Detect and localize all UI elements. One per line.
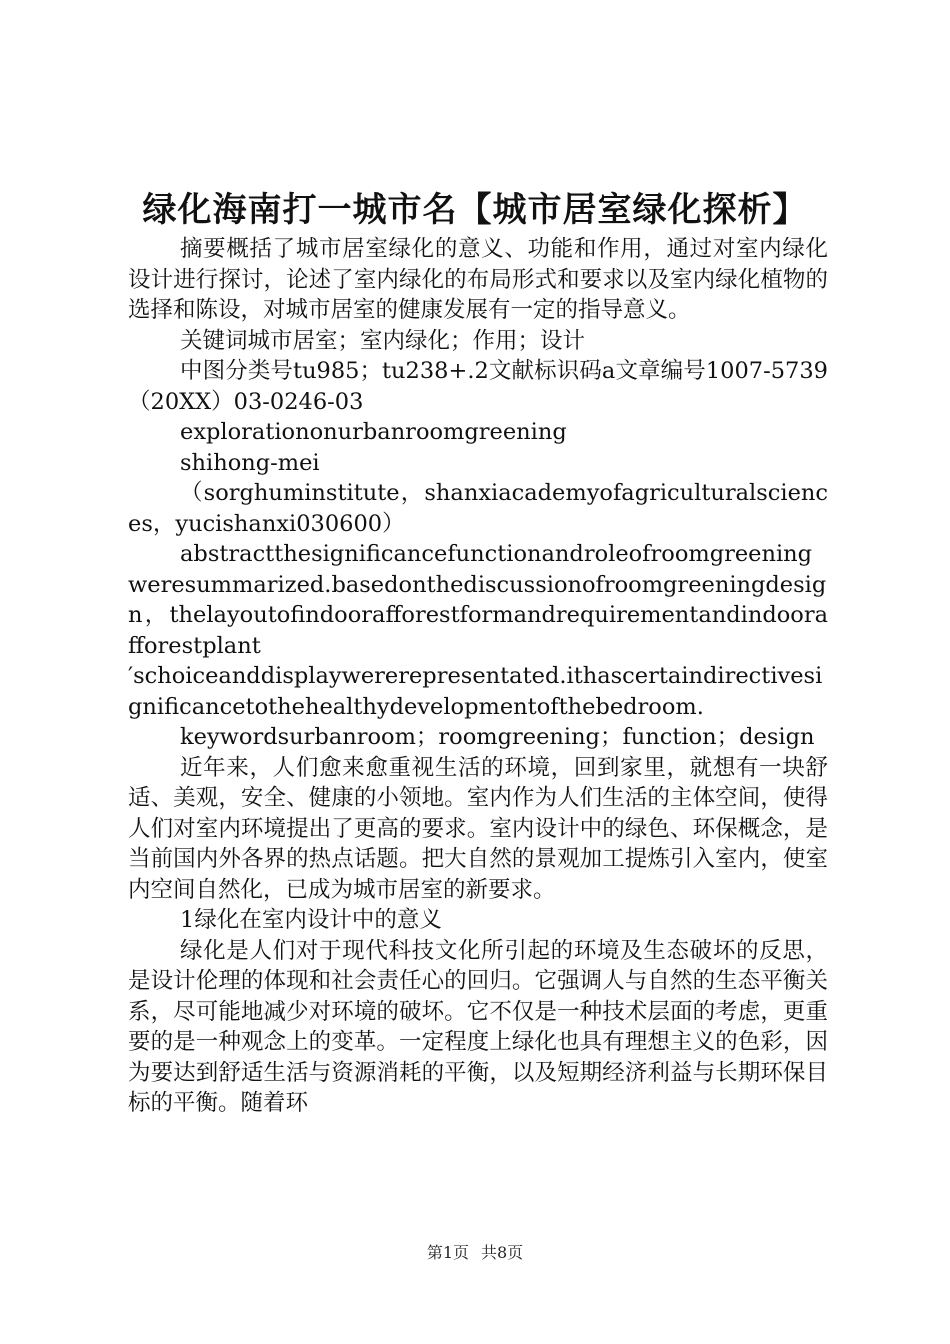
page-footer — [0, 1242, 950, 1264]
total-pages: 共8页 — [481, 1243, 524, 1262]
page-number: 第1页 — [426, 1243, 469, 1262]
english-abstract-continuation: ′schoiceanddisplaywererepresentated.ithascertaindirectivesignificancetothehealthydevelopmentofthebedroom. — [128, 663, 823, 720]
classification-paragraph: 中图分类号tu985；tu238+.2文献标识码a文章编号1007-5739（20XX）03-0246-03 — [128, 358, 828, 415]
introduction-paragraph: 近年来，人们愈来愈重视生活的环境，回到家里，就想有一块舒适、美观，安全、健康的小领地。室内作为人们生活的主体空间，使得人们对室内环境提出了更高的要求。室内设计中的绿色、环保概念，是当前国内外各界的热点话题。把大自然的景观加工提炼引入室内，使室内空间自然化，已成为城市居室的新要求。 — [128, 754, 828, 903]
abstract-paragraph: 摘要概括了城市居室绿化的意义、功能和作用，通过对室内绿化设计进行探讨，论述了室内绿化的布局形式和要求以及室内绿化植物的选择和陈设，对城市居室的健康发展有一定的指导意义。 — [128, 236, 828, 323]
english-keywords-paragraph: keywordsurbanroom；roomgreening；function；design — [180, 724, 815, 750]
document-body — [128, 234, 828, 1119]
english-abstract-paragraph: abstractthesignificancefunctionandroleofroomgreeningweresummarized.basedonthediscussionofroomgreeningdesign，thelayoutofindoorafforestformandrequirementandindoorafforestplant — [128, 541, 828, 659]
english-title: explorationonurbanroomgreening — [180, 419, 567, 445]
page-title: 绿化海南打一城市名【城市居室绿化探析】 — [142, 190, 808, 230]
keywords-paragraph: 关键词城市居室；室内绿化；作用；设计 — [180, 327, 586, 354]
section-heading: 1绿化在室内设计中的意义 — [180, 907, 442, 933]
author-name: shihong-mei — [180, 449, 320, 476]
author-affiliation: （sorghuminstitute，shanxiacademyofagriculturalsciences，yucishanxi030600） — [128, 480, 828, 537]
section-body-paragraph: 绿化是人们对于现代科技文化所引起的环境及生态破坏的反思，是设计伦理的体现和社会责任心的回归。它强调人与自然的生态平衡关系，尽可能地减少对环境的破坏。它不仅是一种技术层面的考虑，更重要的是一种观念上的变革。一定程度上绿化也具有理想主义的色彩，因为要达到舒适生活与资源消耗的平衡，以及短期经济利益与长期环保目标的平衡。随着环 — [128, 937, 828, 1116]
